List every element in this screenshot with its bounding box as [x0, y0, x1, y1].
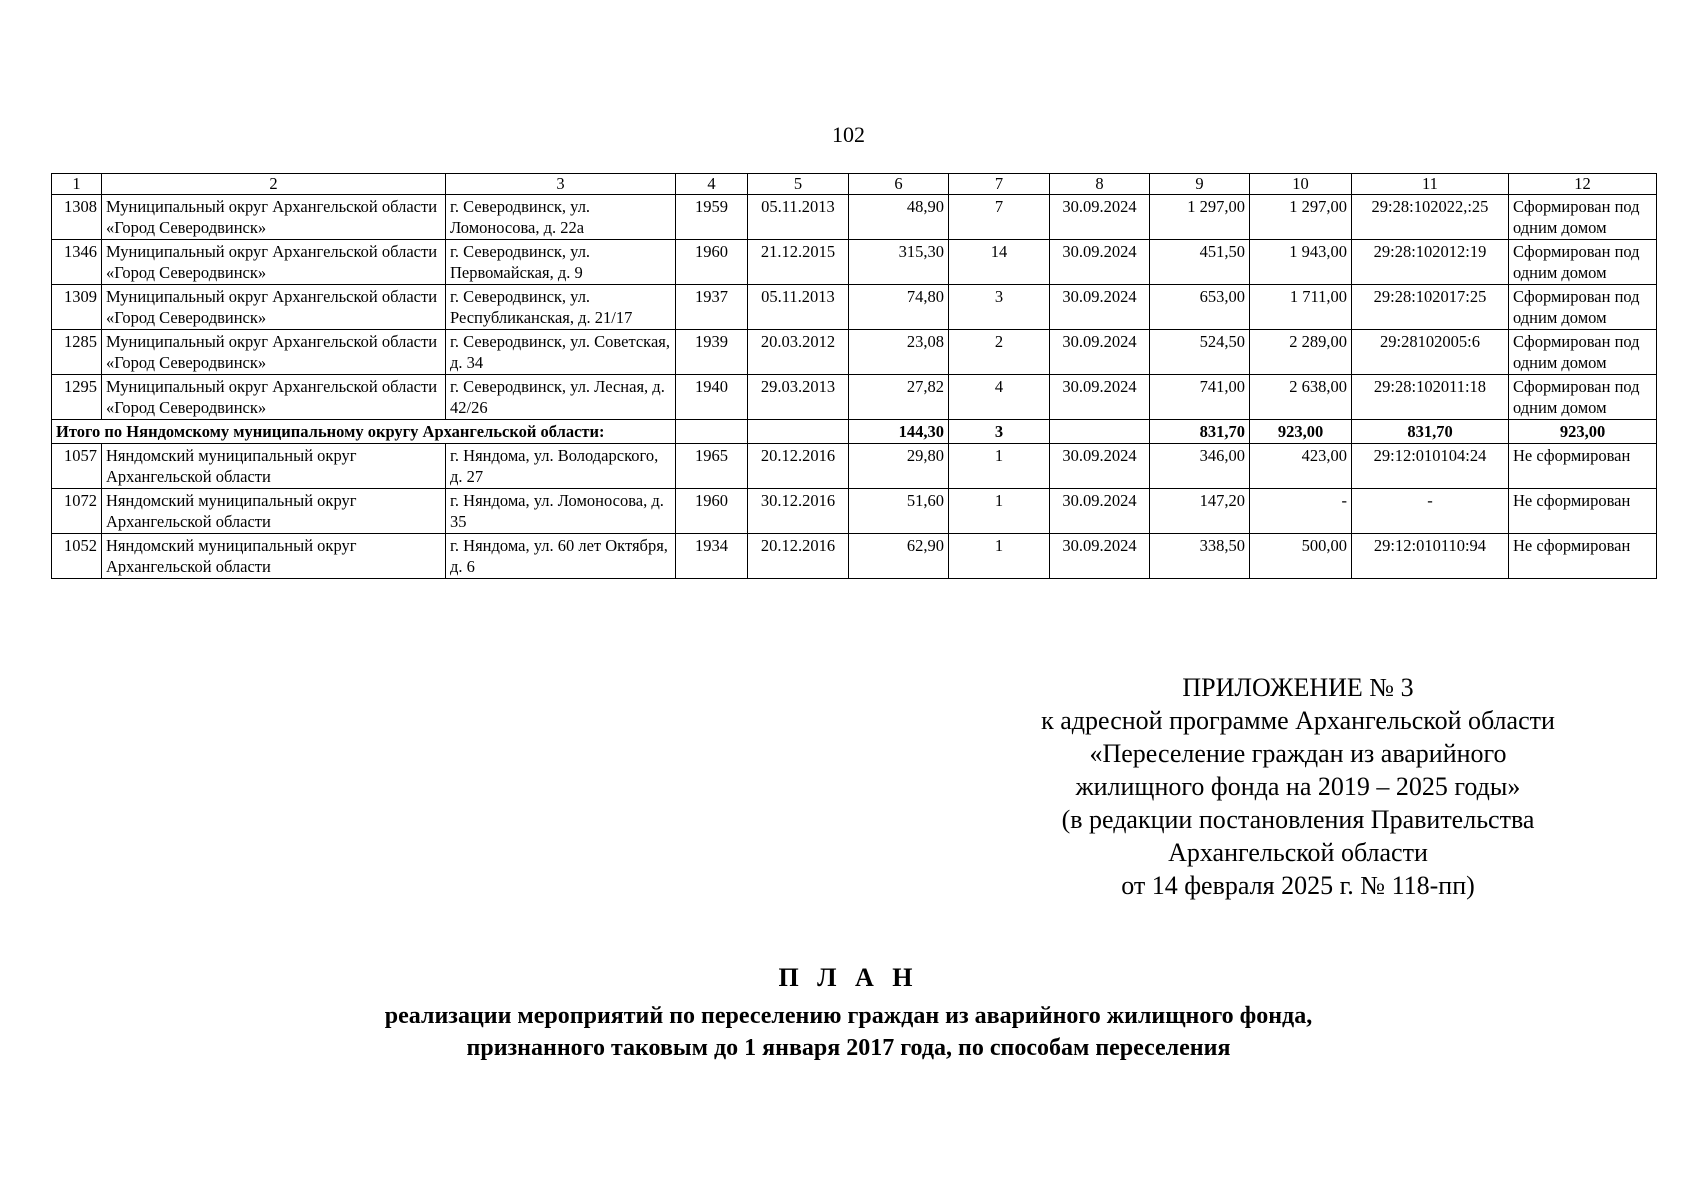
year-cell: 1965 [676, 444, 748, 489]
subtotal-row [52, 420, 1657, 444]
deadline-cell: 30.09.2024 [1050, 489, 1150, 534]
row-id-cell: 1057 [52, 444, 102, 489]
table-row [52, 285, 1657, 330]
cadastral-number-cell: 29:12:010104:24 [1352, 444, 1509, 489]
value-cell: 423,00 [1250, 444, 1352, 489]
municipality-cell: Няндомский муниципальный округ Архангельской области [102, 444, 446, 489]
subtotal-cell: 3 [949, 420, 1050, 444]
cadastral-number-cell: 29:12:010110:94 [1352, 534, 1509, 579]
area-cell: 27,82 [849, 375, 949, 420]
subtotal-cell [676, 420, 748, 444]
column-header: 10 [1250, 174, 1352, 195]
table-row [52, 489, 1657, 534]
subtotal-cell: 831,70 [1150, 420, 1250, 444]
residents-cell: 2 [949, 330, 1050, 375]
row-id-cell: 1308 [52, 195, 102, 240]
row-id-cell: 1346 [52, 240, 102, 285]
value-cell: 741,00 [1150, 375, 1250, 420]
cadastral-number-cell: 29:28:102017:25 [1352, 285, 1509, 330]
municipality-cell: Муниципальный округ Архангельской области «Город Северодвинск» [102, 195, 446, 240]
status-cell: Сформирован под одним домом [1509, 375, 1657, 420]
cadastral-number-cell: 29:28102005:6 [1352, 330, 1509, 375]
area-cell: 74,80 [849, 285, 949, 330]
address-cell: г. Северодвинск, ул. Республиканская, д. 21/17 [446, 285, 676, 330]
value-cell: 147,20 [1150, 489, 1250, 534]
residents-cell: 3 [949, 285, 1050, 330]
year-cell: 1959 [676, 195, 748, 240]
year-cell: 1934 [676, 534, 748, 579]
value-cell: 1 297,00 [1250, 195, 1352, 240]
residents-cell: 1 [949, 489, 1050, 534]
plan-subtitle-line: реализации мероприятий по переселению граждан из аварийного жилищного фонда, [384, 1003, 1313, 1029]
date-cell: 20.03.2012 [748, 330, 849, 375]
appendix-line: «Переселение граждан из аварийного [1089, 739, 1507, 768]
status-cell: Сформирован под одним домом [1509, 285, 1657, 330]
residents-cell: 4 [949, 375, 1050, 420]
plan-subtitle-line: признанного таковым до 1 января 2017 года, по способам переселения [466, 1035, 1231, 1061]
value-cell: 1 711,00 [1250, 285, 1352, 330]
appendix-line: от 14 февраля 2025 г. № 118-пп) [1121, 871, 1475, 900]
column-header: 8 [1050, 174, 1150, 195]
status-cell: Не сформирован [1509, 444, 1657, 489]
deadline-cell: 30.09.2024 [1050, 444, 1150, 489]
appendix-line: ПРИЛОЖЕНИЕ № 3 [1182, 673, 1414, 702]
deadline-cell: 30.09.2024 [1050, 240, 1150, 285]
row-id-cell: 1052 [52, 534, 102, 579]
subtotal-cell [1050, 420, 1150, 444]
address-cell: г. Северодвинск, ул. Советская, д. 34 [446, 330, 676, 375]
residents-cell: 1 [949, 444, 1050, 489]
row-id-cell: 1309 [52, 285, 102, 330]
status-cell: Сформирован под одним домом [1509, 240, 1657, 285]
date-cell: 30.12.2016 [748, 489, 849, 534]
column-header: 1 [52, 174, 102, 195]
year-cell: 1960 [676, 240, 748, 285]
value-cell: - [1250, 489, 1352, 534]
deadline-cell: 30.09.2024 [1050, 375, 1150, 420]
subtotal-cell: 923,00 [1509, 420, 1657, 444]
value-cell: 1 297,00 [1150, 195, 1250, 240]
column-header: 11 [1352, 174, 1509, 195]
value-cell: 2 638,00 [1250, 375, 1352, 420]
cadastral-number-cell: 29:28:102011:18 [1352, 375, 1509, 420]
address-cell: г. Няндома, ул. Ломоносова, д. 35 [446, 489, 676, 534]
plan-title: П Л А Н [778, 963, 919, 992]
address-cell: г. Северодвинск, ул. Ломоносова, д. 22а [446, 195, 676, 240]
area-cell: 51,60 [849, 489, 949, 534]
value-cell: 1 943,00 [1250, 240, 1352, 285]
deadline-cell: 30.09.2024 [1050, 195, 1150, 240]
deadline-cell: 30.09.2024 [1050, 285, 1150, 330]
date-cell: 05.11.2013 [748, 195, 849, 240]
municipality-cell: Муниципальный округ Архангельской области «Город Северодвинск» [102, 285, 446, 330]
column-header: 7 [949, 174, 1050, 195]
appendix-line: Архангельской области [1168, 838, 1428, 867]
area-cell: 62,90 [849, 534, 949, 579]
year-cell: 1960 [676, 489, 748, 534]
deadline-cell: 30.09.2024 [1050, 534, 1150, 579]
deadline-cell: 30.09.2024 [1050, 330, 1150, 375]
resettlement-table [51, 173, 1657, 579]
date-cell: 29.03.2013 [748, 375, 849, 420]
value-cell: 2 289,00 [1250, 330, 1352, 375]
subtotal-cell: 144,30 [849, 420, 949, 444]
appendix-line: к адресной программе Архангельской области [1041, 706, 1555, 735]
area-cell: 23,08 [849, 330, 949, 375]
date-cell: 20.12.2016 [748, 534, 849, 579]
row-id-cell: 1295 [52, 375, 102, 420]
column-header: 12 [1509, 174, 1657, 195]
year-cell: 1939 [676, 330, 748, 375]
page-number: 102 [832, 122, 865, 147]
table-row [52, 240, 1657, 285]
residents-cell: 14 [949, 240, 1050, 285]
year-cell: 1937 [676, 285, 748, 330]
value-cell: 653,00 [1150, 285, 1250, 330]
municipality-cell: Няндомский муниципальный округ Архангельской области [102, 534, 446, 579]
appendix-line: жилищного фонда на 2019 – 2025 годы» [1075, 772, 1521, 801]
address-cell: г. Северодвинск, ул. Первомайская, д. 9 [446, 240, 676, 285]
municipality-cell: Муниципальный округ Архангельской области «Город Северодвинск» [102, 240, 446, 285]
row-id-cell: 1285 [52, 330, 102, 375]
municipality-cell: Муниципальный округ Архангельской области «Город Северодвинск» [102, 330, 446, 375]
cadastral-number-cell: - [1352, 489, 1509, 534]
area-cell: 29,80 [849, 444, 949, 489]
appendix-line: (в редакции постановления Правительства [1061, 805, 1535, 834]
status-cell: Не сформирован [1509, 534, 1657, 579]
column-header: 6 [849, 174, 949, 195]
row-id-cell: 1072 [52, 489, 102, 534]
column-header: 3 [446, 174, 676, 195]
residents-cell: 7 [949, 195, 1050, 240]
address-cell: г. Няндома, ул. 60 лет Октября, д. 6 [446, 534, 676, 579]
value-cell: 500,00 [1250, 534, 1352, 579]
cadastral-number-cell: 29:28:102012:19 [1352, 240, 1509, 285]
municipality-cell: Няндомский муниципальный округ Архангельской области [102, 489, 446, 534]
value-cell: 451,50 [1150, 240, 1250, 285]
subtotal-cell: 831,70 [1352, 420, 1509, 444]
municipality-cell: Муниципальный округ Архангельской области «Город Северодвинск» [102, 375, 446, 420]
year-cell: 1940 [676, 375, 748, 420]
area-cell: 315,30 [849, 240, 949, 285]
column-header: 5 [748, 174, 849, 195]
table-row [52, 534, 1657, 579]
value-cell: 346,00 [1150, 444, 1250, 489]
table-row [52, 330, 1657, 375]
cadastral-number-cell: 29:28:102022,:25 [1352, 195, 1509, 240]
table-row [52, 375, 1657, 420]
status-cell: Сформирован под одним домом [1509, 330, 1657, 375]
value-cell: 524,50 [1150, 330, 1250, 375]
subtotal-cell: 923,00 [1250, 420, 1352, 444]
subtotal-label: Итого по Няндомскому муниципальному округу Архангельской области: [52, 420, 676, 444]
plan-subtitle [0, 1000, 1697, 1064]
address-cell: г. Няндома, ул. Володарского, д. 27 [446, 444, 676, 489]
area-cell: 48,90 [849, 195, 949, 240]
appendix-block [1003, 671, 1593, 902]
date-cell: 05.11.2013 [748, 285, 849, 330]
residents-cell: 1 [949, 534, 1050, 579]
address-cell: г. Северодвинск, ул. Лесная, д. 42/26 [446, 375, 676, 420]
column-header: 9 [1150, 174, 1250, 195]
table-row [52, 195, 1657, 240]
column-header: 4 [676, 174, 748, 195]
value-cell: 338,50 [1150, 534, 1250, 579]
table-row [52, 444, 1657, 489]
subtotal-cell [748, 420, 849, 444]
table-header-row [52, 174, 1657, 195]
status-cell: Не сформирован [1509, 489, 1657, 534]
date-cell: 21.12.2015 [748, 240, 849, 285]
date-cell: 20.12.2016 [748, 444, 849, 489]
column-header: 2 [102, 174, 446, 195]
status-cell: Сформирован под одним домом [1509, 195, 1657, 240]
